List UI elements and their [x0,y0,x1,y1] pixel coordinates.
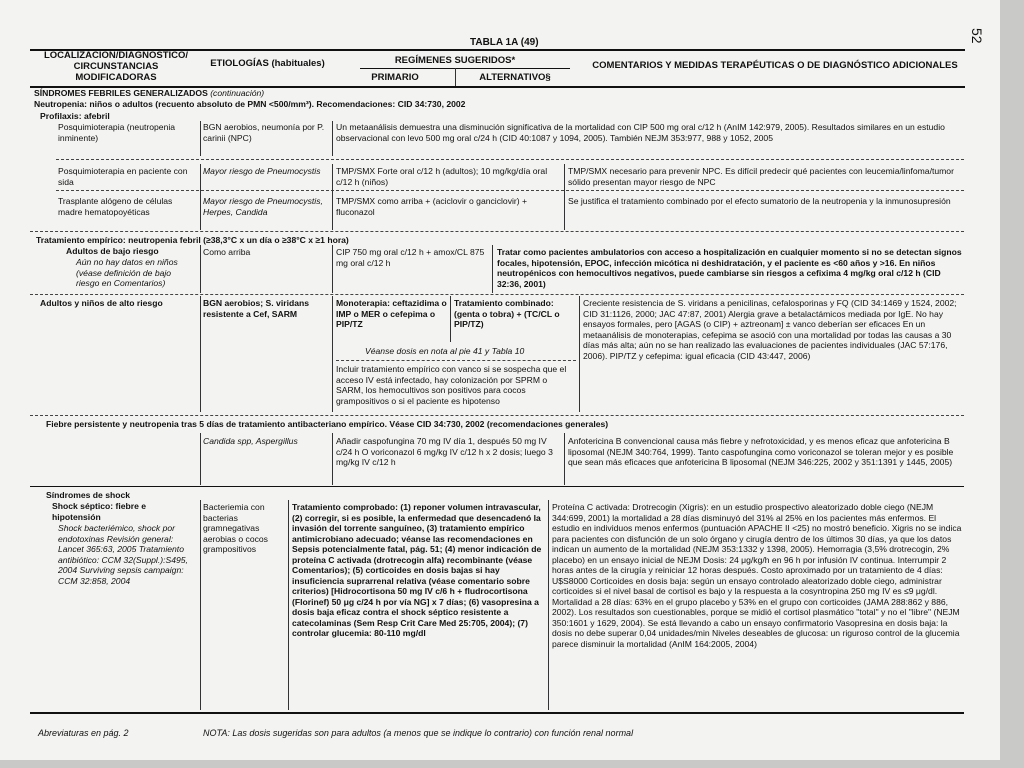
row7-primary: Tratamiento comprobado: (1) reponer volumen intravascular, (2) corregir, si es posible, la enfermedad que desencadenó la invasión del torrente sanguíneo, (3) tratamiento empírico antimicrobiano adecuado; véanse las recomendaciones en Sepsis potencialmente fatal, pág. 51; (4) menor indicación de proteína C activada (drotrecogin alfa) recombinante (véase Comentarios); (5) corticoides en dosis bajas si hay insuficiencia suprarrenal relativa (véase comentario sobre criterios) [Hidrocortisona 50 mg IV c/6 h + fludrocortisona (Florinef) 50 μg c/24 h por vía NG] x 7 días; (6) vasopresina a dosis baja eficaz contra el shock séptico resistente a catecolaminas (Sem Resp Crit Care Med 25:705, 2004); (7) controlar glucemia: 80-110 mg/dl [292,502,542,638]
row5-localization: Adultos y niños de alto riesgo [40,298,163,308]
header-primary: PRIMARIO [371,72,419,83]
row1-divider-b [332,121,333,156]
row3-primary: TMP/SMX como arriba + (aciclovir o ganciclovir) + fluconazol [336,196,528,217]
row7-divider-a [200,500,201,710]
row5-divider-a [200,296,201,412]
row6-divider-c [564,433,565,485]
row23-divider-b [332,164,333,230]
row1-divider-a [200,121,201,156]
empirical-heading: Tratamiento empírico: neutropenia febril (≥38,3°C x un día o ≥38°C x ≥1 hora) [36,235,349,245]
row1-comment: Un metaanálisis demuestra una disminución significativa de la mortalidad con CIP 500 mg oral c/12 h (AnIM 142:979, 2005). Resultados similares en un estudio observacional con levo 500 mg oral c/24 h (CID 40:1087 y 1094, 2005). También NEJM 353:977, 988 y 1052, 2005 [336,122,945,143]
header-sub-rule [360,68,570,69]
row3-etiology: Mayor riesgo de Pneumocystis, Herpes, Candida [203,196,323,217]
row4-divider-b [332,245,333,293]
row4-divider-c [492,245,493,293]
row4-primary: CIP 750 mg oral c/12 h + amox/CL 875 mg oral c/12 h [336,247,485,268]
row1-localization: Posquimioterapia (neutropenia inminente) [58,122,176,143]
table-title: TABLA 1A (49) [470,37,539,48]
row5-primary: Monoterapia: ceftazidima o IMP o MER o cefepima o PIP/TZ [336,298,447,329]
neutropenia-heading: Neutropenia: niños o adultos (recuento absoluto de PMN <500/mm³). Recomendaciones: CID 34:730, 2002 [34,99,466,109]
row6-etiology: Candida spp, Aspergillus [203,436,298,446]
row4-rule [30,294,964,295]
header-divider [455,68,456,86]
row4-etiology: Como arriba [203,247,251,257]
row5-rule [30,415,964,416]
fever-heading: Fiebre persistente y neutropenia tras 5 días de tratamiento antibacteriano empírico. Véase CID 34:730, 2002 (recomendaciones generales) [46,419,609,429]
row7-etiology: Bacteriemia con bacterias gramnegativas aerobias o cocos grampositivos [203,502,268,554]
page-number: 52 [969,28,985,44]
row6-primary: Añadir caspofungina 70 mg IV día 1, después 50 mg IV c/24 h O voriconazol 6 mg/kg IV c/12 h x 2 dosis; luego 3 mg/kg IV c/12 h [336,436,553,467]
header-alternative: ALTERNATIVO§ [479,72,551,83]
row2-etiology: Mayor riesgo de Pneumocystis [203,166,321,176]
row6-rule [30,486,964,487]
row4-comment: Tratar como pacientes ambulatorios con acceso a hospitalización en cualquier momento si no se detectan signos focales, hipotensión, EPOC, infección micótica ni deshidratación, y el paciente es <60 años y >16. En niños neutropénicos con hemocultivos negativos, puede cambiarse sin riesgos a cefixima 4 mg/kg oral c/12 h (CID 32:36, 2001) [497,247,962,289]
row7-comment: Proteína C activada: Drotrecogin (Xigris): en un estudio prospectivo aleatorizado doble ciego (NEJM 344:699, 2001) la mortalidad a 28 días disminuyó del 31% al 25% en los pacientes más enfermos. El estudio en individuos menos enfermos (puntuación APACHE II <25) no mostró beneficio. Xigris no se indica para pacientes con disfunción de un solo órgano y cirugía dentro de los últimos 30 días, ya que los datos indican un aumento de la mortalidad (NEJM 353:1332 y 1398, 2005). Hemorragia (3,5% drotrecogin, 2% placebo) en un ensayo inicial de NEJM Dosis: 24 μg/kg/h en 96 h por infusión IV continua. Interrumpir 2 horas antes de la cirugía y reiniciar 12 horas después. Costo aproximado por un tratamiento de 4 días: U$S8000 Corticoides en dosis baja: según un ensayo controlado aleatorizado doble ciego, administrar corticoides si el nivel basal de cortisol es bajo y la respuesta a la cosyntropina 250 mg IV es ≤9 μg/dl. Mortalidad a 28 días: 63% en el grupo placebo y 53% en el grupo con corticoides (JAMA 288:862 y 886, 2002). Los resultados son cuestionables, porque se midió el cortisol plasmático "total" y no el "libre" (NEJM 350:1601 y 1629, 2004). Se está llevando a cabo un ensayo confirmatorio Vasopresina en dosis baja: la dosis no debe superar 0,04 unidades/min Niveles deseables de glucosa: un riguroso control de la glucemia parece disminuir la mortalidad (AnIM 164:2005, 2004) [552,502,962,649]
row6-divider-a [200,433,201,485]
row7-localization-title: Síndromes de shock [46,490,131,500]
row2-primary: TMP/SMX Forte oral c/12 h (adultos); 10 mg/kg/día oral c/12 h (niños) [336,166,548,187]
row1-etiology: BGN aerobios, neumonía por P. carinii (NPC) [203,122,325,143]
row2-comment: TMP/SMX necesario para prevenir NPC. Es difícil predecir qué pacientes con leucemia/linfoma/tumor sólido presentan mayor riesgo de NPC [568,166,954,187]
header-localization: LOCALIZACIÓN/DIAGNÓSTICO/ CIRCUNSTANCIAS MODIFICADORAS [43,50,189,83]
row7-localization: Shock bacteriémico, shock por endotoxinas Revisión general: Lancet 365:63, 2005 Tratamiento antibiótico: CCM 32(Suppl.):S495, 2004 Surviving sepsis campaign: CCM 32:858, 2004 [58,523,188,586]
row5-inner-rule [336,360,576,361]
row4-divider-a [200,245,201,293]
section-title: SÍNDROMES FEBRILES GENERALIZADOS (continuación) [34,88,265,98]
row5-comment: Creciente resistencia de S. viridans a penicilinas, cefalosporinas y FQ (CID 34:1469 y 1524, 2002; CID 31:1126, 2000; JAC 47:87, 2001) Alergia grave a betalactámicos mediada por IgE. No hay ensayos formales, pero [AGAS (o CIP) + aztreonam] ± vanco deberían ser eficaces En un metaanálisis de monoterapias, cefepima se asoció con una mortalidad por todas las causas a 30 días más alta; aún no se han realizado las evaluaciones de pacientes individuales (JAC 57:176, 2006). PIP/TZ y cefepima: igual eficacia (CID 43:447, 2006) [583,298,957,361]
row23-divider-a [200,164,201,230]
table-bottom-rule [30,712,964,714]
row3-rule [30,231,964,232]
row5-etiology: BGN aerobios; S. viridans resistente a Cef, SARM [203,298,310,319]
abbreviations-note: Abreviaturas en pág. 2 [38,728,129,738]
row7-localization-sub: Shock séptico: fiebre e hipotensión [52,501,147,522]
row7-divider-b [288,500,289,710]
row6-divider-b [332,433,333,485]
row2-rule [56,190,964,191]
row5-divider-d [579,296,580,412]
row5-extra: Incluir tratamiento empírico con vanco si se sospecha que el acceso IV está infectado, hay colonización por SPRM o SARM, los hemocultivos son positivos para cocos grampositivos o si el paciente es hipotenso [336,364,567,406]
row3-comment: Se justifica el tratamiento combinado por el efecto sumatorio de la neutropenia y la inmunosupresión [568,196,951,206]
row5-dose-note: Véanse dosis en nota al pie 41 y Tabla 10 [365,346,525,356]
row5-divider-b [332,296,333,412]
row1-rule [56,159,964,160]
row4-localization-title: Adultos de bajo riesgo [66,246,159,256]
row23-divider-c [564,164,565,230]
row5-alternative: Tratamiento combinado: (genta o tobra) + (TC/CL o PIP/TZ) [454,298,560,329]
row5-divider-c [450,296,451,342]
dose-note: NOTA: Las dosis sugeridas son para adultos (a menos que se indique lo contrario) con función renal normal [203,728,634,738]
header-regimens: REGÍMENES SUGERIDOS* [394,55,516,66]
row7-divider-c [548,500,549,710]
prophylaxis-heading: Profilaxis: afebril [40,111,110,121]
header-etiologies: ETIOLOGÍAS (habituales) [210,58,325,69]
header-comments: COMENTARIOS Y MEDIDAS TERAPÉUTICAS O DE DIAGNÓSTICO ADICIONALES [592,60,958,71]
row2-localization: Posquimioterapia en paciente con sida [58,166,188,187]
row4-localization: Aún no hay datos en niños (véase definición de bajo riesgo en Comentarios) [76,257,178,288]
row3-localization: Trasplante alógeno de células madre hematopoyéticas [58,196,173,217]
row6-comment: Anfotericina B convencional causa más fiebre y nefrotoxicidad, y es menos eficaz que anfotericina B liposomal (NEJM 340:764, 1999). Tanto caspofungina como voriconazol se toleran mejor y es posible que sean más eficaces que anfotericina B liposomal (NEJM 346:225, 2002 y 351:1391 y 1445, 2005) [568,436,954,467]
